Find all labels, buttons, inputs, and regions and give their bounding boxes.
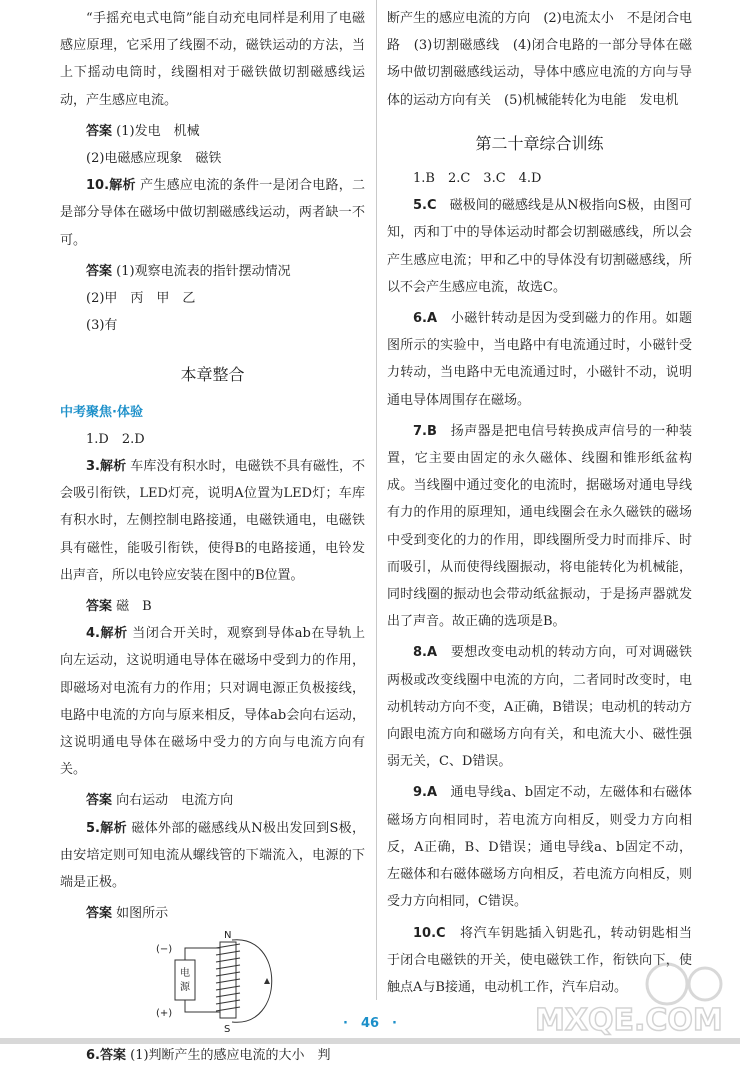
watermark-logo <box>527 958 732 1038</box>
right-column <box>387 0 692 1001</box>
intro-paragraph: “手摇充电式电筒”能自动充电同样是利用了电磁感应原理，它采用了线圈不动，磁铁运动的方法，当上下摇动电筒时，线圈相对于磁铁做切割磁感线运动，产生感应电流。 <box>60 11 365 108</box>
q6-explanation: 6.A 小磁针转动是因为受到磁力的作用。如题图所示的实验中，当电路中有电流通过时，小磁针受力转动，当电路中无电流通过时，小磁针不动，说明通电导体周围存在磁场。 <box>387 311 692 408</box>
q9-explanation: 9.A 通电导线a、b固定不动，左磁体和右磁体磁场方向相同时，若电流方向相反，则受力方向相反，A正确，B、D错误；通电导线a、b固定不动，左磁体和右磁体磁场方向相反，若电流方向相反，则受力方向相同，C错误。 <box>387 785 692 910</box>
q4-analysis: 4.解析 当闭合开关时，观察到导体ab在导轨上向左运动，这说明通电导体在磁场中受到力的作用，即磁场对电流有力的作用；只对调电源正负极接线，电路中电流的方向与原来相反，导体ab会向右运动，这说明通电导体在磁场中受力的方向与电流方向有关。 <box>60 626 365 778</box>
q1-2-answers: 1.D 2.D <box>86 431 145 447</box>
q10-analysis: 10.解析 产生感应电流的条件一是闭合电路，二是部分导体在磁场中做切割磁感线运动，两者缺一不可。 <box>60 178 365 248</box>
q5-analysis: 5.解析 磁体外部的磁感线从N极出发回到S极，由安培定则可知电流从螺线管的下端流入，电源的下端是正极。 <box>60 820 365 891</box>
q5-answer: 答案 如图所示 <box>86 906 169 922</box>
bottom-bar <box>0 1038 740 1044</box>
q5-explanation: 5.C 磁极间的磁感线是从N极指向S极，由图可知，丙和丁中的导体运动时都会切割磁感线，所以会产生感应电流；甲和乙中的导体没有切割磁感线，所以不会产生感应电流，故选C。 <box>387 198 692 295</box>
q9-answer-1: 答案 (1)发电 机械 <box>86 123 200 139</box>
fig-s: S <box>224 1023 231 1035</box>
q3-answer: 答案 磁 B <box>86 599 152 615</box>
q4-answer: 答案 向右运动 电流方向 <box>86 793 234 809</box>
q1-4-answers: 1.B 2.C 3.C 4.D <box>413 171 542 187</box>
q6-continued: 断产生的感应电流的方向 (2)电流太小 不是闭合电路 (3)切割磁感线 (4)闭合电路的一部分导体在磁场中做切割磁感线运动，导体中感应电流的方向与导体的运动方向有关 (5)机械能转化为电能 发电机 <box>387 11 692 108</box>
source-box <box>175 960 195 1000</box>
chapter-title-review: 本章整合 <box>180 365 245 385</box>
section-title: 中考聚焦·体验 <box>60 404 143 420</box>
svg-text:MXQE.COM: MXQE.COM <box>535 1003 723 1038</box>
field-arrow <box>264 978 270 984</box>
wire-top <box>185 948 220 960</box>
fig-plus: (+) <box>156 1007 173 1019</box>
q6-answer: 6.答案 (1)判断产生的感应电流的大小 判 <box>86 1047 331 1063</box>
q7-explanation: 7.B 扬声器是把电信号转换成声信号的一种装置，它主要由固定的永久磁体、线圈和锥形纸盆构成。当线圈中通过变化的电流时，据磁场对通电导线有力的作用的原理知，通电线圈会在永久磁铁的磁场中受到变化的力的作用，即线圈所受力时而排斥、时而吸引，从而使得线圈振动，将电能转化为机械能，同时线圈的振动也会带动纸盆振动，于是扬声器就发出了声音。故正确的选项是B。 <box>387 423 692 630</box>
q10-answer-2: (2)甲 丙 甲 乙 <box>86 291 196 307</box>
fig-source-1: 电 <box>180 967 190 979</box>
fig-source-2: 源 <box>180 981 190 993</box>
chapter-title-training: 第二十章综合训练 <box>475 133 604 153</box>
fig-minus: (−) <box>156 943 173 955</box>
column-divider <box>376 0 377 1000</box>
q10-answer-1: 答案 (1)观察电流表的指针摆动情况 <box>86 263 291 279</box>
fig-n: N <box>224 929 232 941</box>
q10-explanation: 10.C 将汽车钥匙插入钥匙孔，转动钥匙相当于闭合电磁铁的开关，使电磁铁工作，衔铁向下，使触点A与B接通，电动机工作，汽车启动。 <box>387 925 692 995</box>
q10-answer-3: (3)有 <box>86 318 118 334</box>
q9-answer-2: (2)电磁感应现象 磁铁 <box>86 151 222 167</box>
wire-bottom <box>185 1000 220 1012</box>
q3-analysis: 3.解析 车库没有积水时，电磁铁不具有磁性，不会吸引衔铁，LED灯亮，说明A位置为LED灯；车库有积水时，左侧控制电路接通，电磁铁通电，电磁铁具有磁性，能吸引衔铁，使得B的电路接通，电铃发出声音，所以电铃应安装在图中的B位置。 <box>60 459 365 583</box>
left-column <box>60 0 365 1069</box>
q8-explanation: 8.A 要想改变电动机的转动方向，可对调磁铁两极或改变线圈中电流的方向，二者同时改变时，电动机转动方向不变，A正确，B错误；电动机的转动方向跟电流方向和磁场方向有关，和电流大小、磁性强弱无关，C、D错误。 <box>387 645 692 770</box>
page-number: · 46 · <box>343 1016 397 1031</box>
